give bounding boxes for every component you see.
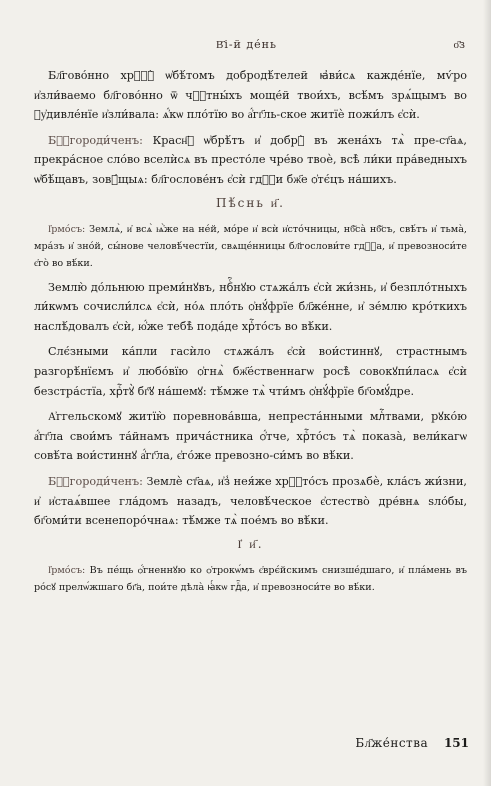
irmos-text: Землѧ̀, и҆ всѧ̀ ѩ҆̀же на не́й, мо́ре и҆ всѝ и҆сто́чницы, нб҃са̀ нб҃съ, свѣ́тъ и҆ тьма̀, мра́зъ и҆ зно́й, сы́нове человѣ́честїи, свѧще́нницы бл҃гослови́те гдⷭ҇а, и҆ превозноси́те є҆го̀ во вѣ́ки. (34, 223, 467, 269)
page-header (24, 38, 469, 58)
irmos-ode-8 (34, 221, 467, 272)
ode-8-heading: Пѣ́снь и҃. (215, 195, 285, 210)
theotokion-label: Бⷪ҇городи́ченъ: (48, 474, 143, 488)
theotokion-text: Землѐ ст҃аѧ, и҆з̾ нея́же хрⷭ҇то́съ прозѧбѐ, кла́съ жи́зни, и҆ и҆стаѧ́вшее гла́домъ назадъ, человѣ́ческое є҆стество̀ дре́внѧ ѕло́бы, бг҃оми́ти всенепоро́чнаѧ: тѣ́мже тѧ̀ пое́мъ во вѣ́ки. (34, 474, 467, 528)
folio-number: о҃з (453, 38, 465, 51)
ode-9-heading: І҆ и҃. (237, 536, 264, 551)
running-head: В҃і-й де́нь (215, 38, 277, 51)
theotokion-label: Бⷪ҇городи́ченъ: (48, 133, 143, 147)
paragraph-theotokion-2 (34, 472, 467, 531)
page-footer (355, 736, 469, 756)
paragraph-theotokion-1 (34, 131, 467, 190)
page-number: 151 (443, 736, 469, 750)
page-body (34, 66, 467, 602)
binding-shadow (483, 0, 491, 786)
paragraph-troparion-3: Слє́зными ка́пли гасѝло стѧжа́лъ є҆сѝ вои́стиннꙋ, страстнымъ разгорѣ́нїємъ и҆ любо́вїю ѻ҆гнѧ̀ бж҃е́ственнагѡ росѣ̀ совокꙋпи́ласѧ є҆сѝ безстра́стїа, хрⷭ҇тꙋ̀ бг҃ꙋ на́шемꙋ: тѣ́мже тѧ̀ чти́мъ ѻ҆нꙋ́фрїе бг҃омꙋ́дре. (34, 345, 467, 398)
irmos-text: Въ пе́щь ѻ҆́гненнꙋю ко ѻ҆трокѡ́мъ є҆врє́йскимъ снизше́дшаго, и҆ пла́мень въ ро́сꙋ прелѡ́жшаго бг҃а, пои́те дѣла̀ ꙗ҆́кѡ гдⷭ҇а, и҆ превозноси́те во вѣ́ки. (34, 564, 467, 593)
theotokion-text: Красн҃ꙋ ѡ҆брѣ́тъ и҆ добрꙋ̀ въ жена́хъ тѧ̀ пре-ст҃аѧ, прекра́сное сло́во вселѝсѧ въ престо́ле чре́во твоѐ, всѣ̀ ли́ки пра́ведныхъ ѡ҆бѣ́щавъ, зовꙋ́щыѧ: бл҃гослове́нъ є҆сѝ гдⷭ҇и бж҃е ѻ҆тє́цъ на́шихъ. (34, 133, 467, 186)
paragraph-troparion-1: Бл҃гово́нно хрⷭ҇ꙋ̀ ѡ҆бѣ́томъ добродѣ́телей ꙗ҆ви́сѧ кажде́нїе, мѵ́ро и҆зли́ваемо бл҃гово́нно ѿ чⷭ҇тны́хъ моще́й твои́хъ, всѣ́мъ зрѧ́щымъ во ᲂу҆дивле́нїе и҆зли́вала: ѧ҆́кѡ пло́тїю во а҆́гг҃ль-ское житїѐ пожи́лъ є҆сѝ. (34, 69, 467, 122)
irmos-label: І҆рмо́съ: (48, 223, 86, 235)
paragraph-troparion-4: А҆ггельскомꙋ житїю̀ поревнова́вша, непреста́нными млⷭ҇твами, рꙋко́ю а҆́гг҃ла свои́мъ та́йнамъ прича́стника ѻ҆́тче, хрⷭ҇то́съ тѧ̀ показа̀, вели́кагѡ совѣ́та вои́стиннꙋ а҆́гг҃ла, є҆го́же превозно-си́мъ во вѣ́ки. (34, 410, 467, 463)
irmos-label: І҆рмо́съ: (48, 564, 86, 576)
irmos-ode-9 (34, 562, 467, 596)
catchword: Бл҃же́нства (355, 736, 429, 750)
paragraph-troparion-2: Землю̀ до́льнюю преми́нꙋвъ, нбⷭ҇нꙋю стѧжа́лъ є҆сѝ жи́знь, и҆ безпло́тныхъ ли́кѡмъ сочисли́лсѧ є҆сѝ, но́ѧ пло́ть ѻ҆нꙋ́фрїе бл҃же́нне, и҆ зе́млю кро́ткихъ наслѣ́довалъ є҆сѝ, ю҆́же тебѣ̀ пода́де хрⷭ҇то́съ во вѣ́ки. (34, 280, 467, 333)
